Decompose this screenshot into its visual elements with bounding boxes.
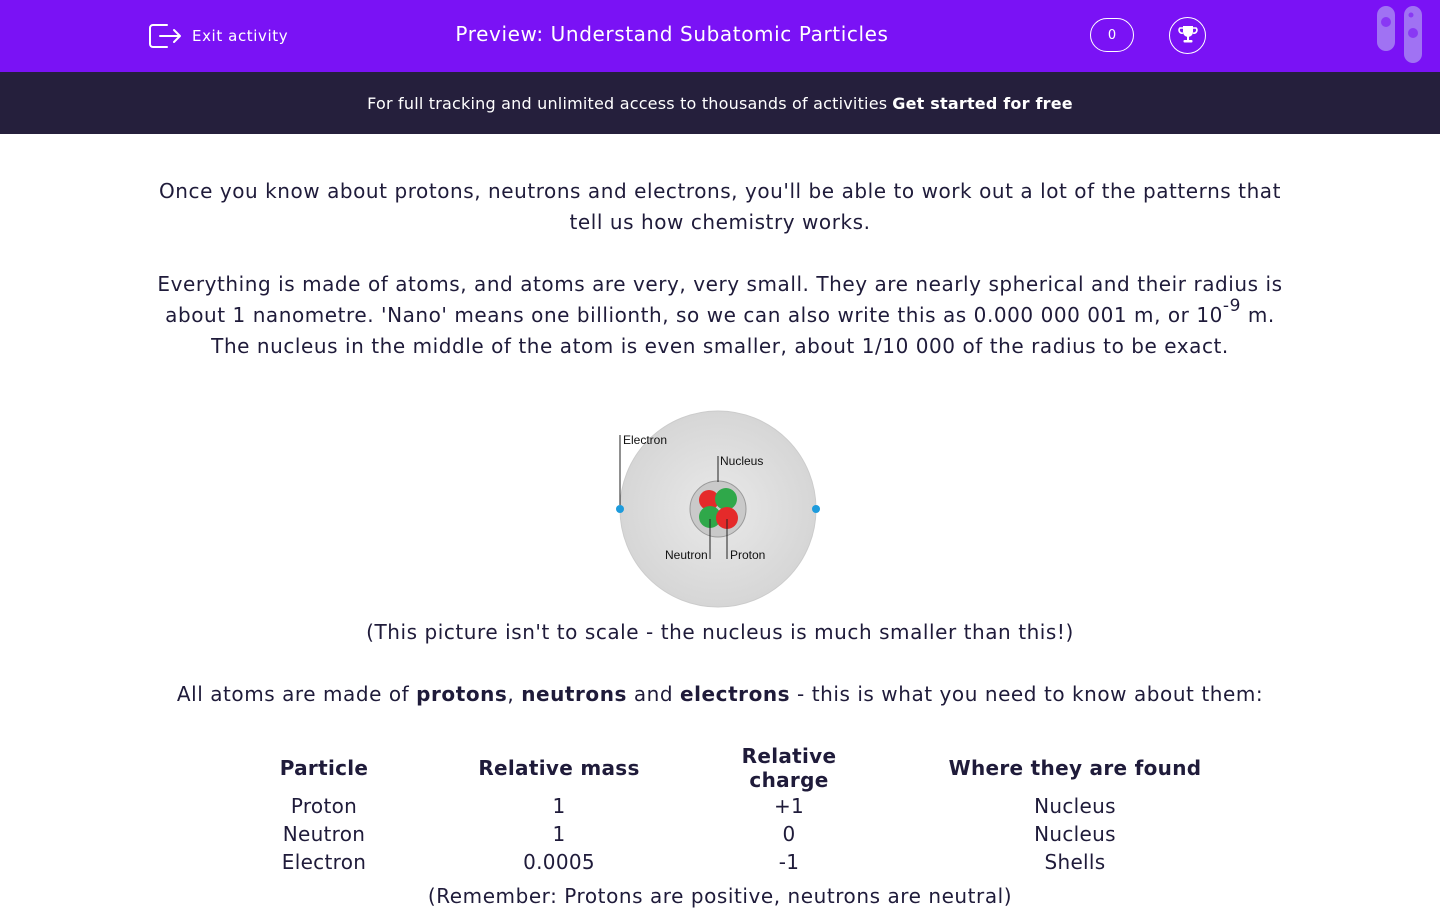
table-cell: 1 <box>552 794 566 818</box>
column-header: Relative charge <box>741 744 837 792</box>
table-row <box>258 792 1300 820</box>
lesson-content <box>150 176 1290 362</box>
exit-activity-button[interactable] <box>148 20 288 52</box>
top-bar <box>0 0 1440 72</box>
particles-table <box>258 744 1300 876</box>
protons-term: protons <box>416 682 508 706</box>
table-cell: 0 <box>782 822 796 846</box>
diagram-caption: (This picture isn't to scale - the nucleus is much smaller than this!) <box>366 620 1074 644</box>
neutron-particle <box>715 488 737 510</box>
trophy-icon <box>1177 23 1199 49</box>
table-cell: 1 <box>552 822 566 846</box>
table-cell: Nucleus <box>1034 822 1116 846</box>
atom-size-text-end: m. The nucleus in the middle of the atom is even smaller, about 1/10 000 of the radius to be exact. <box>211 303 1275 358</box>
table-cell: +1 <box>773 794 805 818</box>
table-cell: Proton <box>290 794 358 818</box>
table-cell: Nucleus <box>1034 794 1116 818</box>
page-title: Preview: Understand Subatomic Particles <box>455 22 889 46</box>
column-header: Relative mass <box>478 756 640 780</box>
proton-label: Proton <box>730 548 766 562</box>
intro-text: and <box>626 682 681 706</box>
neutrons-term: neutrons <box>521 682 627 706</box>
trophy-button[interactable] <box>1169 17 1206 54</box>
particles-intro <box>150 682 1290 706</box>
signup-banner <box>0 72 1440 134</box>
neutron-label: Neutron <box>665 548 708 562</box>
electrons-term: electrons <box>680 682 791 706</box>
table-cell: Electron <box>281 850 367 874</box>
table-cell: Shells <box>1044 850 1106 874</box>
table-row <box>258 820 1300 848</box>
table-header-row <box>258 744 1300 792</box>
table-cell: 0.0005 <box>523 850 595 874</box>
atom-size-paragraph <box>150 269 1290 362</box>
table-row <box>258 848 1300 876</box>
nucleus <box>690 481 746 537</box>
intro-text: - this is what you need to know about them: <box>790 682 1264 706</box>
banner-text: For full tracking and unlimited access to thousands of activities <box>367 93 888 113</box>
column-header: Where they are found <box>948 756 1202 780</box>
atom-size-text-start: Everything is made of atoms, and atoms are very, very small. They are nearly spherical and their radius is about 1 nanometre. 'Nano' means one billionth, so we can also write this as 0.000 000 001 m, or 10 <box>157 272 1283 327</box>
get-started-link[interactable]: Get started for free <box>892 93 1073 113</box>
score-badge: 0 <box>1090 18 1134 52</box>
nucleus-label: Nucleus <box>720 454 764 468</box>
remember-note: (Remember: Protons are positive, neutrons are neutral) <box>427 884 1013 908</box>
intro-text: , <box>507 682 522 706</box>
electron-label: Electron <box>623 433 668 447</box>
exit-activity-label: Exit activity <box>192 27 289 45</box>
intro-text: All atoms are made of <box>176 682 417 706</box>
column-header: Particle <box>279 756 369 780</box>
exit-icon <box>148 21 182 51</box>
electron-particle <box>616 505 624 513</box>
table-cell: -1 <box>778 850 800 874</box>
electron-particle <box>812 505 820 513</box>
table-cell: Neutron <box>282 822 366 846</box>
test-tubes-logo-icon <box>1375 6 1425 68</box>
atom-diagram <box>610 404 830 616</box>
exponent: -9 <box>1222 296 1241 316</box>
intro-paragraph: Once you know about protons, neutrons and electrons, you'll be able to work out a lot of the patterns that tell us how chemistry works. <box>159 179 1281 234</box>
